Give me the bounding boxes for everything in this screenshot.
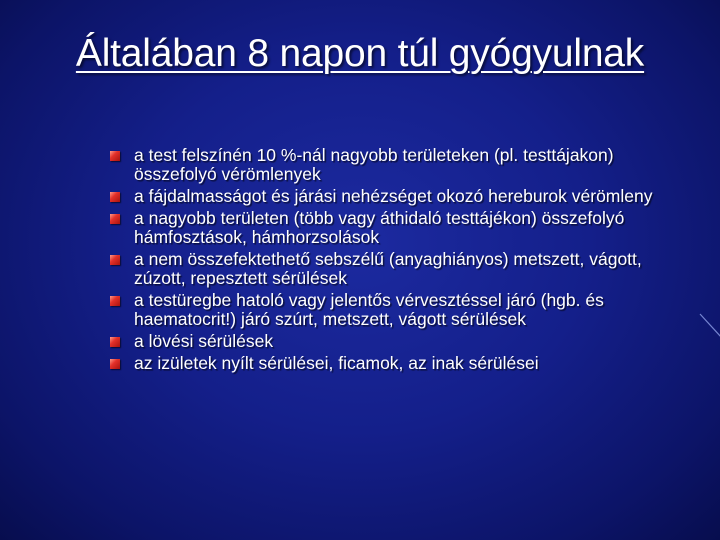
square-bullet-icon xyxy=(110,337,120,347)
list-item-text: a nem összefektethető sebszélű (anyaghiányos) metszett, vágott, zúzott, repesztett sérülések xyxy=(134,249,642,288)
list-item-text: a fájdalmasságot és járási nehézséget okozó hereburok vérömleny xyxy=(134,186,653,206)
list-item xyxy=(108,209,688,247)
list-item-text: a testüregbe hatoló vagy jelentős vérvesztéssel járó (hgb. és haematocrit!) járó szúrt, metszett, vágott sérülések xyxy=(134,290,604,329)
list-item xyxy=(108,354,688,373)
list-item xyxy=(108,146,688,184)
list-item-text: az izületek nyílt sérülései, ficamok, az inak sérülései xyxy=(134,353,539,373)
list-item-text: a test felszínén 10 %-nál nagyobb területeken (pl. testtájakon) összefolyó vérömlenyek xyxy=(134,145,614,184)
list-item xyxy=(108,250,688,288)
square-bullet-icon xyxy=(110,255,120,265)
list-item xyxy=(108,291,688,329)
square-bullet-icon xyxy=(110,296,120,306)
square-bullet-icon xyxy=(110,192,120,202)
list-item-text: a nagyobb területen (több vagy áthidaló testtájékon) összefolyó hámfosztások, hámhorzsolások xyxy=(134,208,625,247)
slide-title: Általában 8 napon túl gyógyulnak xyxy=(75,32,645,75)
list-item xyxy=(108,187,688,206)
square-bullet-icon xyxy=(110,151,120,161)
square-bullet-icon xyxy=(110,359,120,369)
list-item-text: a lövési sérülések xyxy=(134,331,274,351)
list-item xyxy=(108,332,688,351)
bullet-list xyxy=(108,146,688,376)
square-bullet-icon xyxy=(110,214,120,224)
